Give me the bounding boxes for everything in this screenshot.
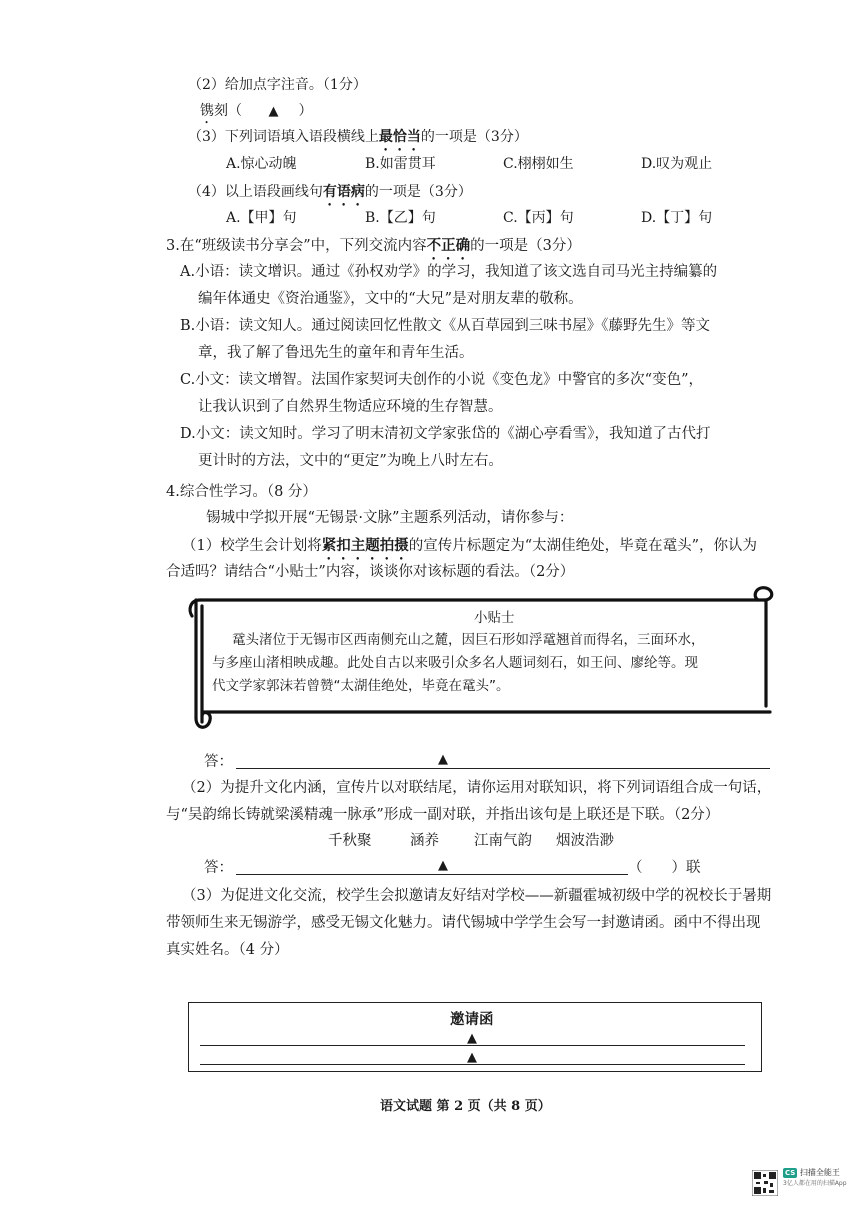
q2-word-line bbox=[200, 101, 312, 127]
answer-line[interactable] bbox=[236, 768, 770, 769]
p2-line1: （2）为提升文化内涵，宣传片以对联结尾，请你运用对联知识，将下列词语组合成一句话， bbox=[182, 780, 772, 796]
q3-option-c: C.栩栩如生 bbox=[503, 156, 574, 172]
p2-answer-mark-icon bbox=[438, 855, 448, 876]
section4-title: 4.综合性学习。（8 分） bbox=[166, 484, 317, 500]
q4-option-b: B.【乙】句 bbox=[365, 210, 436, 226]
p2-answer-mark-glyph: ▲ bbox=[438, 858, 448, 873]
q2-dotted-char: 镌 bbox=[200, 103, 214, 119]
section4-intro: 锡城中学拟开展“无锡景·文脉”主题系列活动，请你参与： bbox=[206, 510, 574, 526]
footer-post: 页） bbox=[520, 1099, 551, 1114]
option-a-line1: A.小语：读文增识。通过《孙权劝学》的学习，我知道了该文选自司马光主持编纂的 bbox=[180, 264, 718, 280]
tip-title: 小贴士 bbox=[474, 610, 515, 626]
letter-mark-1-glyph: ▲ bbox=[467, 1031, 477, 1046]
option-d-line2: 更计时的方法，文中的“更定”为晚上八时左右。 bbox=[198, 453, 503, 469]
option-b-line2: 章，我了解了鲁迅先生的童年和青年生活。 bbox=[198, 345, 474, 361]
option-a-line2: 编年体通史《资治通鉴》，文中的“大兄”是对朋友辈的敬称。 bbox=[198, 291, 583, 307]
q2-close: ） bbox=[298, 103, 313, 119]
option-c-line2: 让我认识到了自然界生物适应环境的生存智慧。 bbox=[198, 399, 503, 415]
option-c-line1: C.小文：读文增智。法国作家契诃夫创作的小说《变色龙》中警官的多次“变色”， bbox=[180, 372, 704, 388]
q2-word-rest: 刻（ bbox=[214, 103, 242, 119]
q3-prompt-pre: （3）下列词语填入语段横线上 bbox=[188, 129, 379, 145]
p1-line1-post: 的宣传片标题定为“太湖佳绝处，毕竟在鼋头”，你认为 bbox=[408, 538, 758, 554]
scanner-name: 扫描全能王 bbox=[799, 1168, 840, 1177]
q4-option-c: C.【丙】句 bbox=[503, 210, 574, 226]
p2-line2: 与“吴韵绵长铸就梁溪精魂一脉承”形成一副对联，并指出该句是上联还是下联。（2分） bbox=[166, 807, 720, 823]
p3-line3: 真实姓名。（4 分） bbox=[166, 942, 289, 958]
tip-line-2: 与多座山渚相映成趣。此处自古以来吸引众多名人题词刻石，如王问、廖纶等。现 bbox=[212, 655, 698, 671]
q4-prompt-pre: （4）以上语段画线句 bbox=[188, 184, 323, 200]
word-1: 千秋聚 bbox=[328, 833, 372, 849]
p1-line1-pre: （1）校学生会计划将 bbox=[182, 538, 322, 554]
p3-line1: （3）为促进文化交流，校学生会拟邀请友好结对学校——新疆霍城初级中学的祝校长于暑期 bbox=[182, 888, 772, 904]
p3-line2: 带领师生来无锡游学，感受无锡文化魅力。请代锡城中学学生会写一封邀请函。函中不得出现 bbox=[166, 915, 761, 931]
p2-suffix: （ ）联 bbox=[628, 860, 701, 876]
section3-title-post: 的一项是（3分） bbox=[470, 238, 581, 254]
qr-code-icon bbox=[752, 1170, 778, 1196]
option-d-line1: D.小文：读文知时。学习了明末清初文学家张岱的《湖心亭看雪》，我知道了古代打 bbox=[180, 426, 711, 442]
section3-title bbox=[166, 236, 581, 263]
p2-answer-line[interactable] bbox=[236, 874, 628, 875]
letter-line-2[interactable] bbox=[200, 1064, 745, 1065]
scanner-watermark bbox=[783, 1168, 847, 1189]
letter-mark-2-glyph: ▲ bbox=[467, 1050, 477, 1065]
word-3: 江南气韵 bbox=[474, 833, 532, 849]
word-4: 烟波浩渺 bbox=[556, 833, 614, 849]
q3-option-b: B.如雷贯耳 bbox=[365, 156, 436, 172]
page-footer bbox=[380, 1097, 551, 1117]
q3-prompt-post: 的一项是（3分） bbox=[420, 129, 528, 145]
p1-line1-emph: 紧扣主题拍摄 bbox=[321, 537, 409, 554]
footer-pre: 语文试题 第 bbox=[380, 1099, 455, 1114]
q3-option-d: D.叹为观止 bbox=[641, 156, 713, 172]
q4-prompt-post: 的一项是（3分） bbox=[364, 184, 472, 200]
scanner-tagline: 3亿人都在用的扫描App bbox=[783, 1180, 847, 1187]
letter-title: 邀请函 bbox=[450, 1011, 494, 1028]
p2-answer-label: 答： bbox=[204, 860, 233, 876]
section3-title-pre: 3.在“班级读书分享会”中，下列交流内容 bbox=[166, 238, 427, 254]
answer-mark-icon bbox=[438, 749, 448, 770]
p1-line2: 合适吗？请结合“小贴士”内容，谈谈你对该标题的看法。（2分） bbox=[166, 564, 575, 580]
letter-line-1[interactable] bbox=[200, 1045, 745, 1046]
word-2: 涵养 bbox=[410, 833, 439, 849]
answer-label: 答： bbox=[204, 754, 233, 770]
q2-prompt: （2）给加点字注音。（1分） bbox=[188, 77, 367, 93]
tip-line-3: 代文学家郭沫若曾赞“太湖佳绝处，毕竟在鼋头”。 bbox=[212, 678, 510, 694]
q4-option-d: D.【丁】句 bbox=[641, 210, 713, 226]
footer-total: 8 bbox=[511, 1099, 521, 1114]
tip-line-1: 鼋头渚位于无锡市区西南侧充山之麓，因巨石形如浮鼋翘首而得名，三面环水， bbox=[232, 632, 705, 648]
answer-blank-icon: ▲ bbox=[268, 104, 279, 119]
scanner-logo: CS bbox=[785, 1169, 796, 1177]
q4-prompt-emph: 有语病 bbox=[322, 184, 365, 200]
footer-mid: 页（共 bbox=[463, 1099, 512, 1114]
answer-mark-glyph: ▲ bbox=[438, 752, 448, 767]
footer-page: 2 bbox=[454, 1099, 464, 1114]
p1-line1 bbox=[182, 536, 757, 563]
q3-prompt-emph: 最恰当 bbox=[378, 129, 421, 145]
option-b-line1: B.小语：读文知人。通过阅读回忆性散文《从百草园到三味书屋》《藤野先生》等文 bbox=[180, 318, 711, 334]
q3-option-a: A.惊心动魄 bbox=[226, 156, 297, 172]
q4-option-a: A.【甲】句 bbox=[226, 210, 297, 226]
section3-title-emph: 不正确 bbox=[426, 237, 471, 254]
q4-prompt bbox=[188, 182, 472, 209]
q3-prompt bbox=[188, 127, 528, 154]
